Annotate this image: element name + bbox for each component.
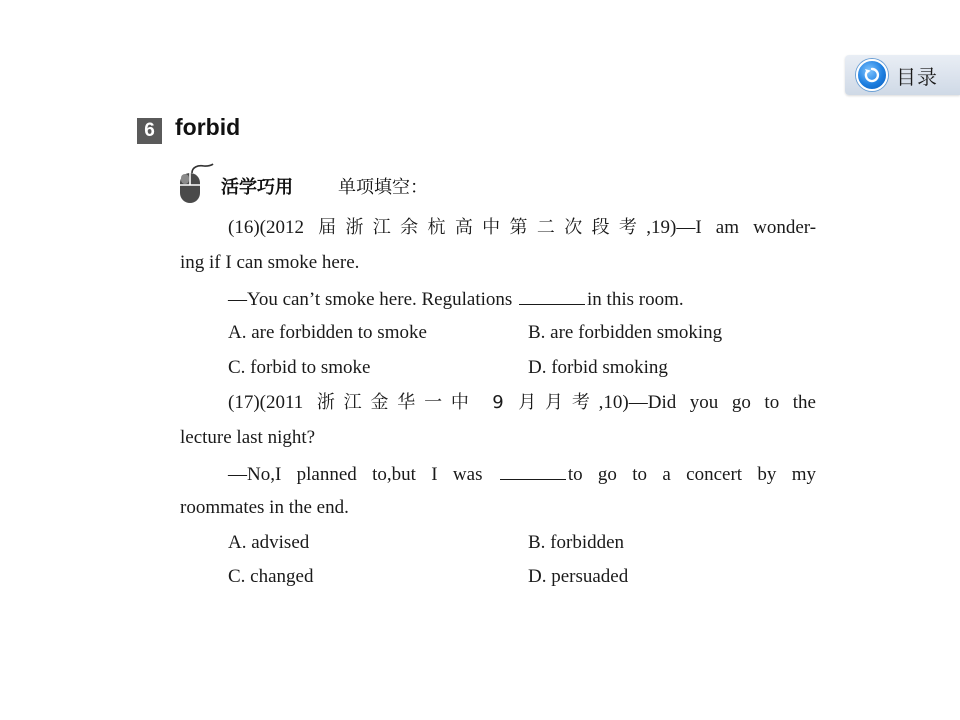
q16-source-text: 届浙江余杭高中第二次段考	[318, 217, 647, 238]
item-number-badge: 6	[137, 118, 162, 144]
q16-option-a: A. are forbidden to smoke	[228, 322, 427, 343]
q17-source-close: ,10)	[598, 392, 629, 413]
q16-reply-start: —You can’t smoke here. Regulations	[228, 289, 513, 310]
q17-reply-start: —No,I planned to,but I was	[228, 464, 483, 485]
refresh-icon	[856, 59, 888, 91]
q17-option-a: A. advised	[228, 532, 310, 553]
toc-button[interactable]	[845, 55, 960, 95]
vocab-heading: forbid	[175, 114, 241, 140]
q17-line-2: lecture last night?	[180, 427, 316, 448]
q17-stem-start: —Did you go to the	[628, 392, 816, 413]
q16-option-d: D. forbid smoking	[528, 357, 668, 378]
q17-reply-end: to go to a concert by my	[567, 464, 816, 485]
section-subtitle: 单项填空：	[338, 177, 428, 198]
q16-answer-blank	[519, 286, 585, 305]
q16-stem-start: —I am wonder-	[676, 217, 817, 238]
section-label: 活学巧用	[221, 177, 293, 198]
q17-option-b: B. forbidden	[528, 532, 625, 553]
q16-option-b: B. are forbidden smoking	[528, 322, 723, 343]
q16-line-3	[228, 286, 684, 312]
q16-number: (16)	[228, 217, 260, 238]
q16-source-close: ,19)	[646, 217, 677, 238]
q17-line-3	[228, 461, 816, 487]
toc-label: 目录	[896, 64, 938, 89]
q17-option-d: D. persuaded	[528, 566, 629, 587]
q17-source-open: (2011	[259, 392, 317, 413]
q17-line-4: roommates in the end.	[180, 497, 349, 518]
mouse-icon	[178, 163, 214, 205]
q16-line-1	[228, 216, 816, 240]
q16-line-2: ing if I can smoke here.	[180, 252, 360, 273]
q17-line-1	[228, 391, 816, 415]
q16-reply-end: in this room.	[587, 289, 684, 310]
q17-source-text: 浙江金华一中 9 月月考	[316, 392, 599, 413]
q17-option-c: C. changed	[228, 566, 314, 587]
q16-source-open: (2012	[259, 217, 319, 238]
q17-number: (17)	[228, 392, 260, 413]
q16-option-c: C. forbid to smoke	[228, 357, 371, 378]
q17-answer-blank	[500, 461, 566, 480]
